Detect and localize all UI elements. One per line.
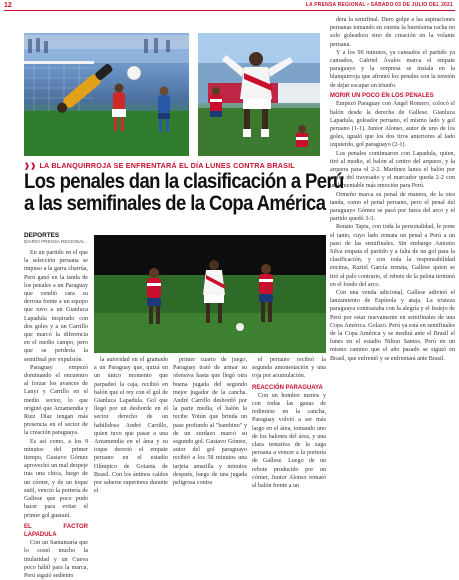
side-subheading: MORIR UN POCO EN LOS PENALES — [330, 92, 434, 99]
byline-source: DIARIO PRENSA REGIONAL — [24, 239, 85, 244]
side-paragraph: Con una venda adicional, Gallese adivinó el lanzamiento de Espínola y ataja. La tristeza paraguaya contrastaba con la alegría y el festejo de Perú por estar nuevamente en semifinales de una Copa América. Golazo. Perú ya está en semifinales de la Copa América y se medirá ante el Brasil el lunes en el estadio Nilton Santos. Perú en un mismo camino que el año pasado se siguió en Brasil, que enfrentó y se enfrentará ante Brasil. — [330, 290, 455, 362]
article-column-a — [24, 232, 88, 580]
headline — [24, 169, 344, 215]
header-rule — [4, 10, 455, 11]
headline-line-1: Los penales dan la clasificación a Perú — [24, 169, 344, 193]
article-paragraph: Con un hombre menos y con todas las ganas de redimirse en la cancha, Paraguay volvió a ser más largo en el área, tomando uno de los balones del área, y una clara tentativa de la zaga peruana a vencer a la portería de Gallese. Luego de un rebote producido por un córner, Junior Alonso remató al balón frente a un — [252, 392, 326, 490]
kicker-text: LA BLANQUIRROJA SE ENFRENTARÁ EL DÍA LUNES CONTRA BRASIL — [39, 161, 295, 170]
photo-goalkeeper-save — [24, 33, 189, 156]
article-paragraph: la autoridad en el gramado a un Paraguay que, quizá en un único momento que parpadeó la caja, recibió en balón que el rey con el gol de Gianluca Lapadula. Gol que llegó por un desborde en el sector derecho de un habilidoso André Carrillo, quien tuvo que pasar a una Arzamendia en el área y su toque derrotó el empate peruano en el estadio Olímpico de Goiania de Brasil. Con los ánimos caldos por saberse superiores durante el — [94, 357, 168, 495]
article-paragraph: Paraguay empezó dominando el encuentro al forzar los avances de Lanyi y Carrillo en el medio sector, lo que originó que Arzamendia y Ruiz Díaz tengan más presencia en el sector de la creación paraguaya. — [24, 364, 88, 437]
side-paragraph: Y a los 90 minutos, ya cansados el partido ya cansados, Gabriel Ávalos marca el empate paraguayo y la sorpresa se instala en la blanquirroja que afrontó los penales con la tensión de dejar escapar un triunfo. — [330, 49, 455, 89]
photo-match-action — [94, 235, 326, 353]
side-paragraph: Renato Tapia, con toda la personalidad, le pone el tanto, cuyo lado remata un penal a Perú a un paso de las semifinales. Sin embargo Antonio Silva empata el partido y a falta de un gol para la clasificación, y con toda la responsabilidad encima, Raziel García remata, Gallese quien se tiró al palo contrario, el rebote de la pelota terminó en el fondo del arco. — [330, 224, 455, 288]
article-paragraph: el peruano recibió la segunda amonestación y una roja por acumulación. — [252, 357, 326, 380]
article-subheading: EL FACTOR LAPADULA — [24, 523, 88, 538]
article-paragraph: En un partido en el que la selección peruana se impuso a la garra charrúa, Perú ganó en la tanda de los penales a un Paraguay que vendió cara su derrota frente a un equipo que tuvo a un Gianluca Lapadula inspirado con dos goles y a un Carrillo que marcó la diferencia en el medio campo, pero que se perdería la semifinal por expulsión. — [24, 250, 88, 363]
side-column — [330, 16, 455, 363]
chevron-icon: ❱❱ — [24, 161, 37, 170]
side-paragraph: dera la semifinal. Duro golpe a las aspiraciones peruanas tomando en cuenta la buenísima racha no solo goleadora sino de creación en la volante peruana. — [330, 17, 455, 48]
article-paragraph: primer cuarto de juego, Paraguay trató de armar su ofensiva hasta que llegó otra buena jugada del segundo mejor jugador de la cancha. André Carrillo desbordó por la parte media, el balón la recibe Yotún que brinda un pase profundo al "bambino" y de un zurdazo marcó su segundo gol. Gustavo Gómez, autor del gol paraguayo recibió a los 58 minutos una tarjeta amarilla y minutos después, luego de una jugada peligrosa contra — [173, 357, 247, 487]
side-paragraph: Los penales continuaron con Lapadula, quien, tiró al medio, el balón al centro del arquero, y la arquera para el 2-2. Martínez lanza el balón por arriba del travesaño y el marcador queda 2-2 con un lamentable más emoción para Perú. — [330, 150, 455, 190]
article-column-b — [94, 356, 168, 495]
article-paragraph: Con un Santamaría que lo costó mucho la titularidad y un Cueva poco hábil para la marca, Perú siguió sediento — [24, 540, 88, 579]
article-column-d — [252, 356, 326, 490]
side-paragraph: Ormeño marca su penal de manera, de la otra tanda, como el penal peruano, pero el penal del paraguayo Gómez se pasó por fuera del arco y el partido quedó 3-3. — [330, 191, 455, 223]
page-number: 12 — [4, 2, 12, 9]
article-subheading: REACCIÓN PARAGUAYA — [252, 384, 323, 391]
article-paragraph: Es así como, a los 9 minutos del primer tiempo, Gustavo Gómez aprovechó un mal despeje tras una chica, luego de un córner, y de un toque sutil, venció la portería de Gallese que poco pudo hacer para evitar el primer gol guaraní. — [24, 438, 88, 519]
side-paragraph: Empezó Paraguay con Ángel Romero, colocó el balón desde la derecha de Gallese. Gianluca Lapadula, goleador peruano, el mismo lado y gol peruano (1-1). Junior Alonso, autor de uno de los goles, igualó que los dos tiros anteriores al lado izquierdo, gol paraguayo (2-1). — [330, 101, 455, 149]
byline: DEPORTES — [24, 232, 60, 239]
page-header — [0, 0, 459, 12]
headline-line-2: a las semifinales de la Copa América — [24, 191, 326, 215]
publication-line: LA PRENSA REGIONAL • SÁBADO 03 DE JULIO DEL 2021 — [305, 2, 453, 8]
photo-player-celebrating — [198, 33, 320, 156]
article-column-c — [173, 356, 247, 487]
